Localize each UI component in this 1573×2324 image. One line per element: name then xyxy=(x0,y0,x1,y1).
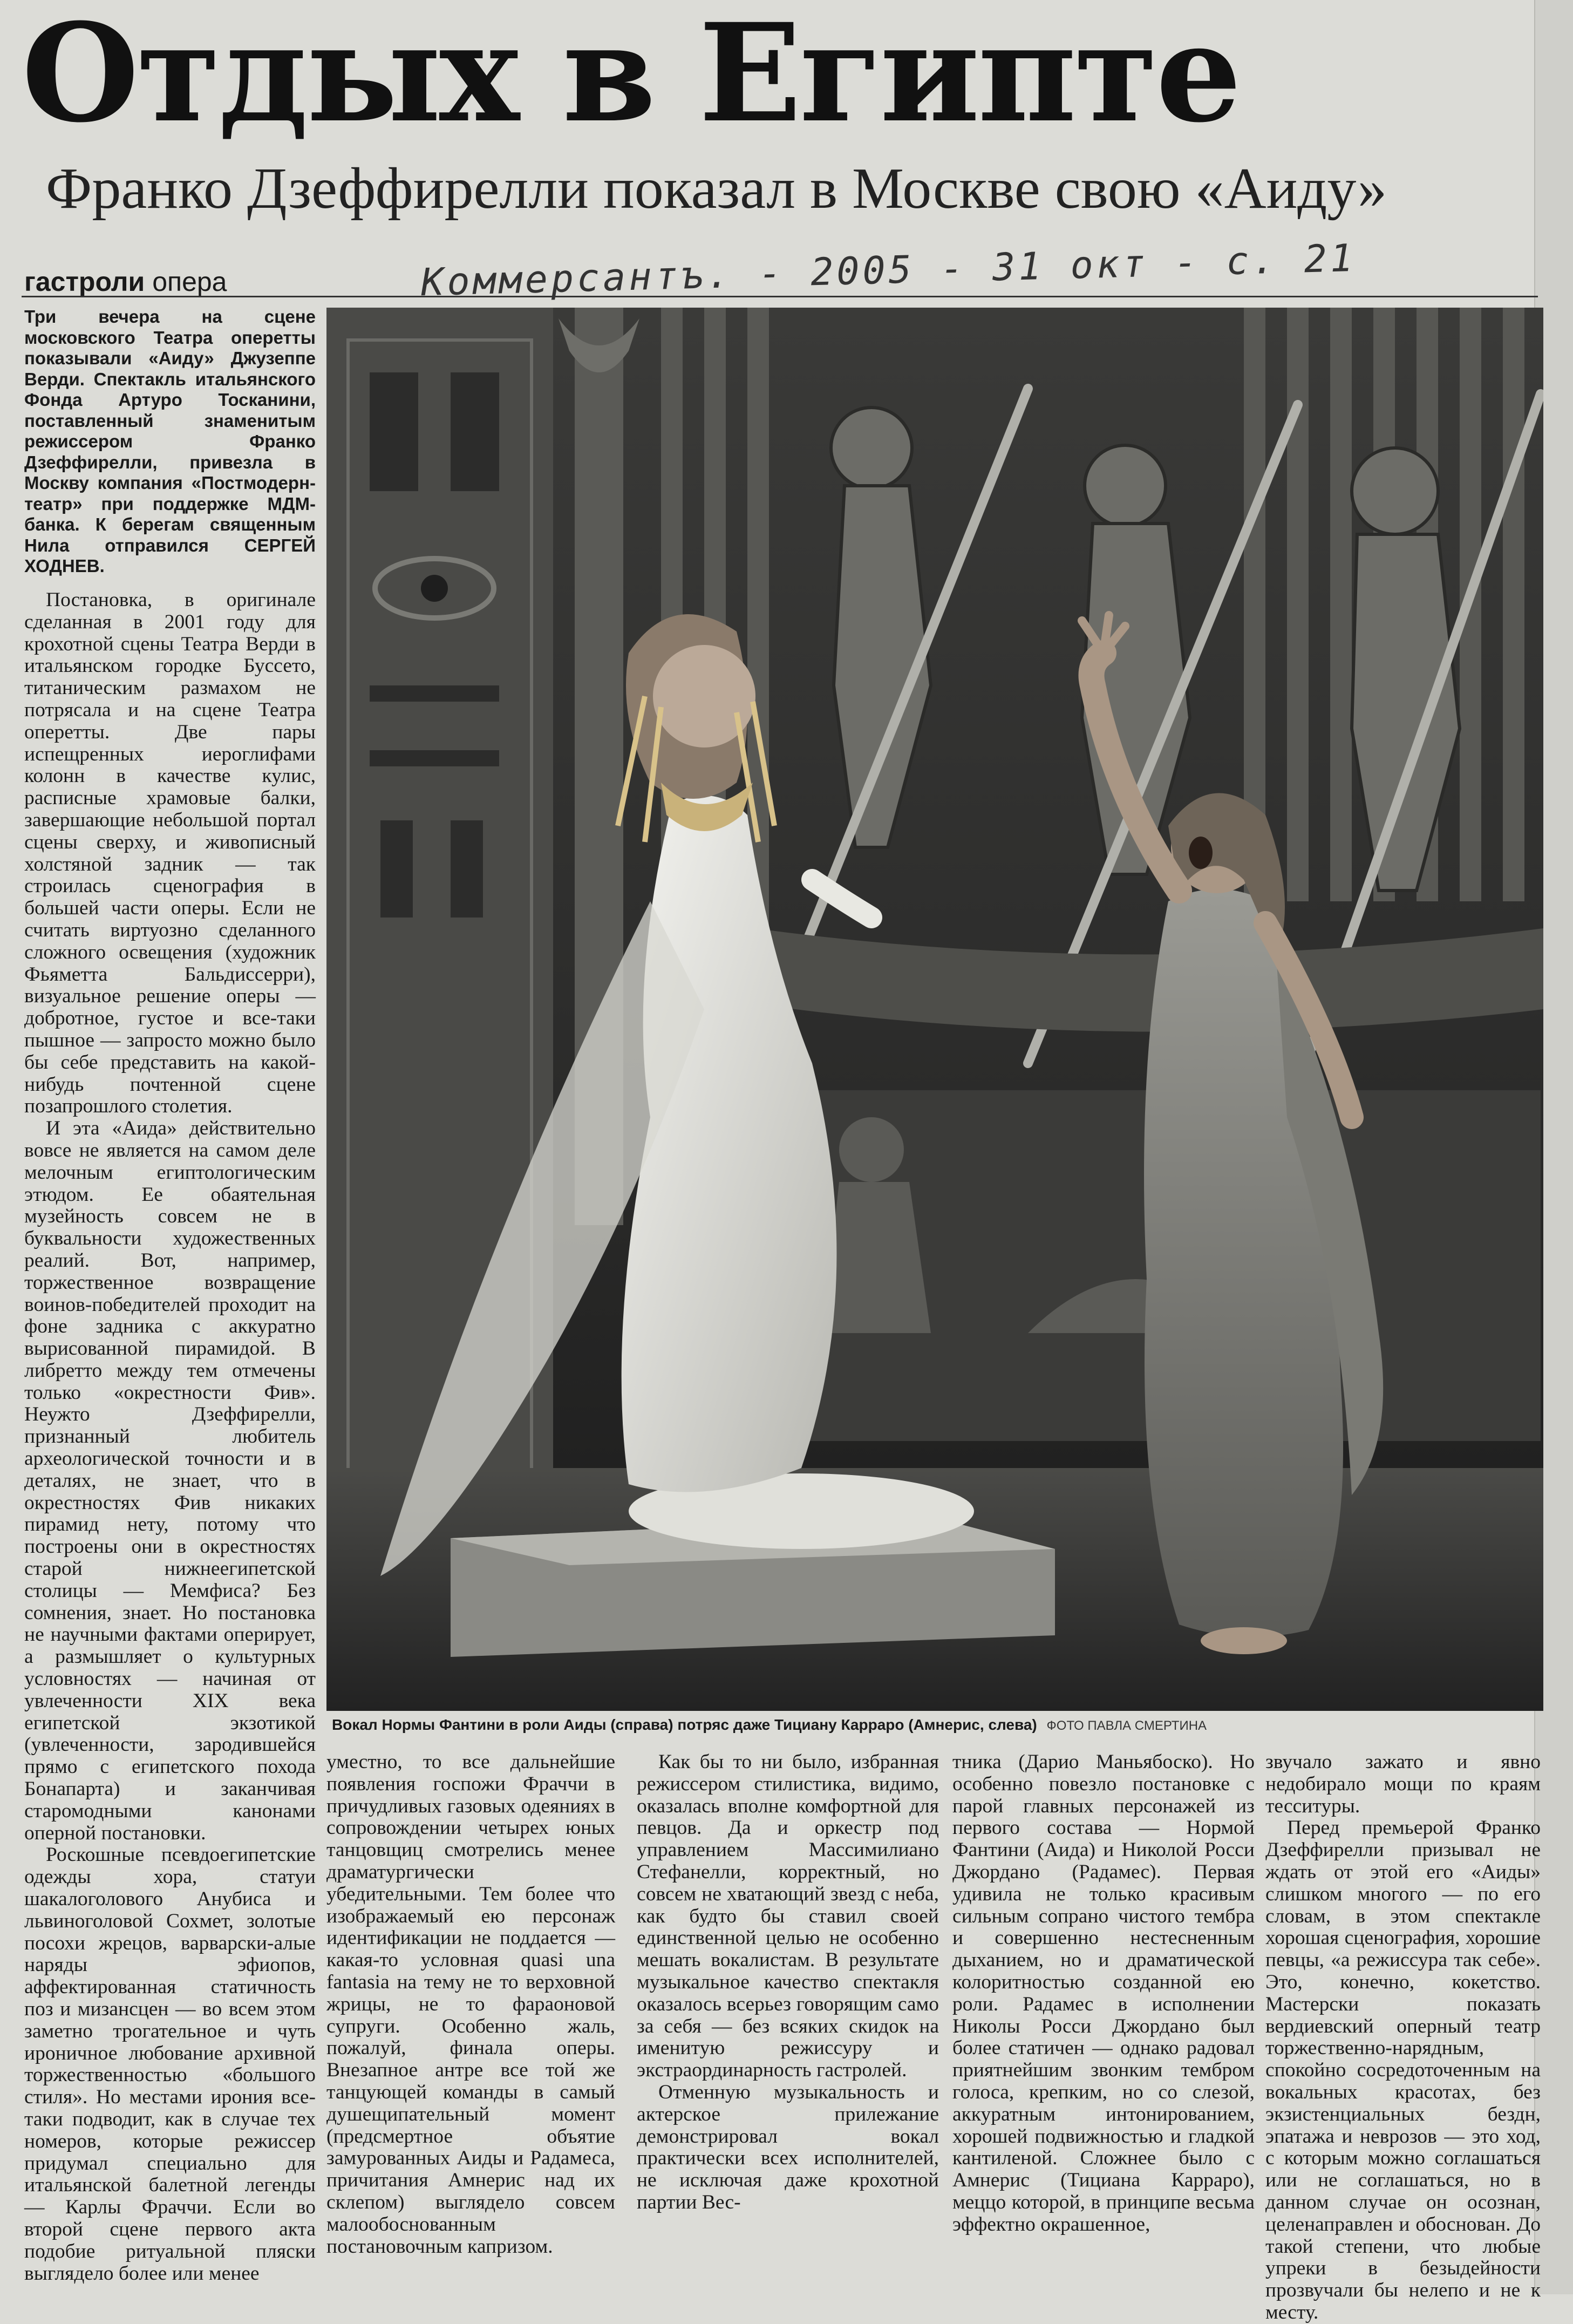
subheadline: Франко Дзеффирелли показал в Москве свою «Аиду» xyxy=(46,157,1387,221)
paragraph: Перед премьерой Франко Дзеффирелли призывал не ждать от этой его «Аиды» слишком многого — по его словам, в этом спектакле хорошая сценография, хорошие певцы, «а режиссура так себе». Это, конечно, кокетство. Мастерски показать вердиевский оперный театр торжественно-нарядным, спокойно сосредоточенным на вокальных красотах, без экзистенциальных бездн, эпатажа и неврозов — это ход, с которым можно соглашаться или не соглашаться, но в данном случае он осознан, целенаправлен и обоснован. До такой степени, что любые упреки в безыдейности прозвучали бы нелепо и не к месту. xyxy=(1265,1817,1541,2323)
lead-paragraph: Три вечера на сцене московского Театра оперетты показывали «Аиду» Джузеппе Верди. Спектакль итальянского Фонда Артуро Тосканини, поставленный знаменитым режиссером Франко Дзеффирелли, привезла в Москву компания «Постмодерн-театр» при поддержке МДМ-банка. К берегам священным Нила отправился СЕРГЕЙ ХОДНЕВ. xyxy=(24,307,316,576)
caption-text: Вокал Нормы Фантини в роли Аиды (справа) потряс даже Тициану Карраро (Амнерис, слева) xyxy=(332,1716,1037,1733)
paragraph: тника (Дарио Маньябоско). Но особенно повезло постановке с парой главных персонажей из первого состава — Нормой Фантини (Аида) и Николой Росси Джордано (Радамес). Первая удивила не только красивым сильным сопрано чистого тембра и совершенно нестесненным дыханием, но и драматической колоритностью созданной ею роли. Радамес в исполнении Николы Росси Джордано был более статичен — однако радовал приятнейшим звонким тембром голоса, крепким, но со слезой, аккуратным интонированием, хорошей подвижностью и гладкой кантиленой. Сложнее было с Амнерис (Тициана Карраро), меццо которой, в принципе весьма эффектно окрашенное, xyxy=(952,1751,1255,2235)
article-column-4 xyxy=(952,1751,1255,2236)
article-column-2 xyxy=(326,1751,615,2258)
headline: Отдых в Египте xyxy=(22,0,1240,152)
paragraph: И эта «Аида» действительно вовсе не является на самом деле мелочным египтологическим этюдом. Ее обаятельная музейность совсем не в буквальности художественных реалий. Вот, например, торжественное возвращение воинов-победителей проходит на фоне задника с аккуратно вырисованной пирамидой. В либретто между тем отмечены только «окрестности Фив». Неужто Дзеффирелли, признанный любитель археологической точности и в деталях, не знает, что в окрестностях Фив никаких пирамид нету, потому что построены они в окрестностях старой нижнеегипетской столицы — Мемфиса? Без сомнения, знает. Но постановка не научными фактами оперирует, а размышляет о культурных условностях — начиная от увлеченности XIX века египетской экзотикой (увлеченности, зародившейся прямо с египетского похода Бонапарта) и заканчивая старомодными канонами оперной постановки. xyxy=(24,1117,316,1844)
article-column-5 xyxy=(1265,1751,1541,2324)
paragraph: уместно, то все дальнейшие появления госпожи Фраччи в причудливых газовых одеяниях в сопровождении четырех юных танцовщиц смотрелись менее драматургически убедительными. Тем более что изображаемый ею персонаж идентификации не поддается — какая-то условная quasi una fantasia на тему не то верховной жрицы, не то фараоновой супруги. Особенно жаль, пожалуй, финала оперы. Внезапное антре все той же танцующей команды в самый душещипательный момент (предсмертное объятие замурованных Аиды и Радамеса, причитания Амнерис над их склепом) выглядело совсем малообоснованным постановочным капризом. xyxy=(326,1751,615,2258)
photo-credit: ФОТО ПАВЛА СМЕРТИНА xyxy=(1046,1718,1207,1733)
opera-scene-image xyxy=(326,308,1543,1711)
rubric-divider xyxy=(22,296,1538,297)
stage-photo xyxy=(326,308,1543,1711)
handwritten-note: Коммерсантъ. - 2005 - 31 окт - с. 21 xyxy=(420,235,1357,305)
rubric xyxy=(24,266,227,298)
rubric-genre: опера xyxy=(152,267,227,297)
paragraph: Роскошные псевдоегипетские одежды хора, статуи шакалоголового Анубиса и львиноголовой Сохмет, золотые посохи жрецов, варварски-алые наряды эфиопов, аффектированная статичность поз и мизансцен — во всем этом заметно трогательное и чуть ироничное любование архивной торжественностью «большого стиля». Но местами ирония все-таки подводит, как в случае тех номеров, которые режиссер придумал специально для итальянской балетной легенды — Карлы Фраччи. Если во второй сцене первого акта подобие ритуальной пляски выглядело более или менее xyxy=(24,1844,316,2285)
photo-caption xyxy=(332,1715,1541,1736)
rubric-section: гастроли xyxy=(24,267,145,297)
article-column-3 xyxy=(637,1751,939,2214)
paragraph: Отменную музыкальность и актерское прилежание демонстрировал вокал практически всех исполнителей, не исключая даже крохотной партии Вес- xyxy=(637,2081,939,2213)
paragraph: Постановка, в оригинале сделанная в 2001 году для крохотной сцены Театра Верди в итальянском городке Буссето, титаническим размахом не потрясала и на сцене Театра оперетты. Две пары испещренных иероглифами колонн в качестве кулис, расписные храмовые балки, завершающие небольшой портал сцены сверху, и живописный холстяной задник — так строилась сценография в большей части оперы. Если не считать виртуозно сделанного сложного освещения (художник Фьяметта Бальдиссерри), визуальное решение оперы — добротное, густое и все-таки пышное — запросто можно было бы себе представить на какой-нибудь почтенной сцене позапрошлого столетия. xyxy=(24,589,316,1118)
article-column-1 xyxy=(24,589,316,2285)
paragraph: звучало зажато и явно недобирало мощи по краям тесситуры. xyxy=(1265,1751,1541,1817)
paragraph: Как бы то ни было, избранная режиссером стилистика, видимо, оказалась вполне комфортной для певцов. Да и оркестр под управлением Массимилиано Стефанелли, корректный, но совсем не хватающий звезд с неба, как будто бы ставил своей единственной целью не особенно мешать вокалистам. В результате музыкальное качество спектакля оказалось всерьез говорящим само за себя — без всяких скидок на именитую режиссуру и экстраординарность гастролей. xyxy=(637,1751,939,2082)
